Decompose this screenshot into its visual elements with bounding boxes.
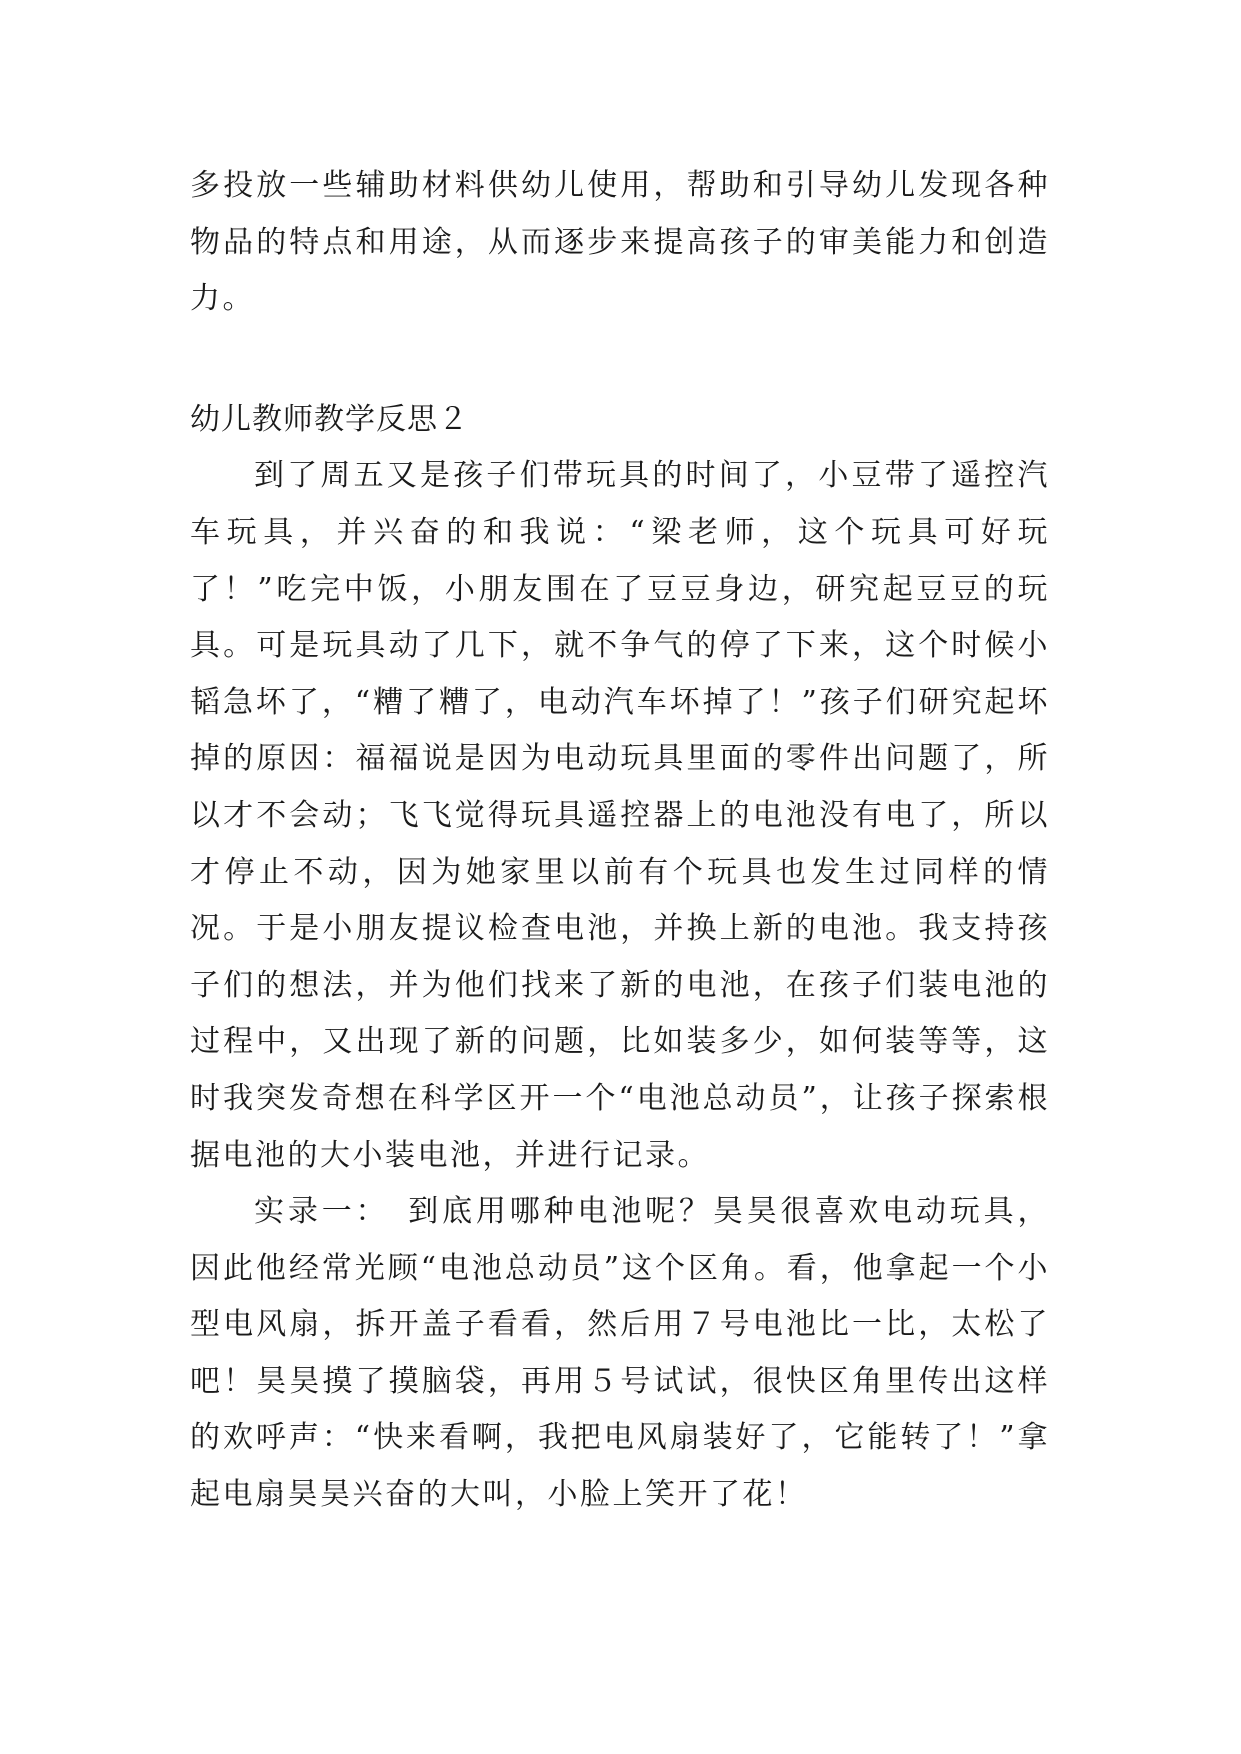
body-paragraph: 到了周五又是孩子们带玩具的时间了，小豆带了遥控汽车玩具，并兴奋的和我说：“梁老师，这个玩具可好玩了！”吃完中饭，小朋友围在了豆豆身边，研究起豆豆的玩具。可是玩具动了几下，就不争气的停了下来，这个时候小韬急坏了，“糟了糟了，电动汽车坏掉了！”孩子们研究起坏掉的原因：福福说是因为电动玩具里面的零件出问题了，所以才不会动；飞飞觉得玩具遥控器上的电池没有电了，所以才停止不动，因为她家里以前有个玩具也发生过同样的情况。于是小朋友提议检查电池，并换上新的电池。我支持孩子们的想法，并为他们找来了新的电池，在孩子们装电池的过程中，又出现了新的问题，比如装多少，如何装等等，这时我突发奇想在科学区开一个“电池总动员”，让孩子探索根据电池的大小装电池，并进行记录。 [190, 458, 1050, 1173]
continuation-paragraph: 多投放一些辅助材料供幼儿使用，帮助和引导幼儿发现各种物品的特点和用途，从而逐步来提高孩子的审美能力和创造力。 [190, 168, 1050, 317]
document-page [190, 158, 1050, 1524]
section-title: 幼儿教师教学反思２ [190, 401, 469, 437]
section-gap [190, 328, 1050, 392]
body-paragraph: 实录一： 到底用哪种电池呢？昊昊很喜欢电动玩具，因此他经常光顾“电池总动员”这个区角。看，他拿起一个小型电风扇，拆开盖子看看，然后用７号电池比一比，太松了吧！昊昊摸了摸脑袋，再用５号试试，很快区角里传出这样的欢呼声：“快来看啊，我把电风扇装好了，它能转了！”拿起电扇昊昊兴奋的大叫，小脸上笑开了花！ [190, 1194, 1050, 1513]
